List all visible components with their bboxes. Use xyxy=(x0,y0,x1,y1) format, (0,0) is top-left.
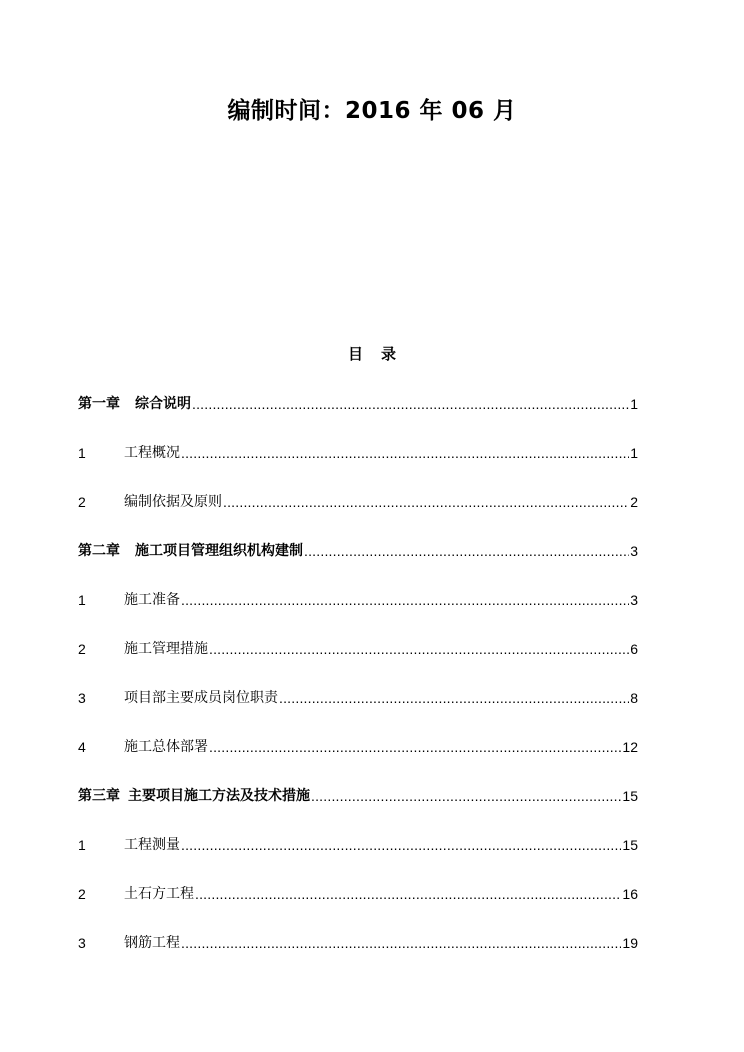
item-number: 1 xyxy=(78,592,86,608)
toc-item[interactable] xyxy=(78,733,638,782)
item-title: 施工总体部署 xyxy=(124,739,208,755)
chapter-title: 施工项目管理组织机构建制 xyxy=(135,543,303,559)
page-number: 1 xyxy=(630,396,638,412)
item-number: 1 xyxy=(78,445,86,461)
toc-item[interactable] xyxy=(78,684,638,733)
toc-item[interactable] xyxy=(78,439,638,488)
page-number: 19 xyxy=(622,935,638,951)
page-number: 16 xyxy=(622,886,638,902)
compilation-date-title: 编制时间：2016 年 06 月 xyxy=(227,98,517,124)
page-number: 12 xyxy=(622,739,638,755)
dot-leader xyxy=(181,586,629,614)
dot-leader xyxy=(223,488,629,516)
page-number: 8 xyxy=(630,690,638,706)
dot-leader xyxy=(311,782,621,810)
dot-leader xyxy=(209,635,629,663)
dot-leader xyxy=(181,929,621,957)
dot-leader xyxy=(181,831,621,859)
toc-chapter-1[interactable] xyxy=(78,390,638,439)
page-number: 3 xyxy=(630,543,638,559)
item-number: 2 xyxy=(78,886,86,902)
item-title: 施工管理措施 xyxy=(124,641,208,657)
item-number: 2 xyxy=(78,641,86,657)
toc-item[interactable] xyxy=(78,880,638,929)
item-number: 3 xyxy=(78,690,86,706)
dot-leader xyxy=(304,537,629,565)
dot-leader xyxy=(195,880,621,908)
toc-item[interactable] xyxy=(78,831,638,880)
toc-chapter-3[interactable] xyxy=(78,782,638,831)
item-title: 编制依据及原则 xyxy=(124,494,222,510)
page-number: 2 xyxy=(630,494,638,510)
toc-item[interactable] xyxy=(78,635,638,684)
page-number: 15 xyxy=(622,837,638,853)
chapter-title: 综合说明 xyxy=(135,396,191,412)
toc-item[interactable] xyxy=(78,929,638,978)
chapter-label: 第二章 xyxy=(78,543,120,559)
item-title: 施工准备 xyxy=(124,592,180,608)
item-number: 3 xyxy=(78,935,86,951)
chapter-label: 第一章 xyxy=(78,396,120,412)
toc-heading-char-1: 目 xyxy=(347,345,363,363)
item-title: 钢筋工程 xyxy=(124,935,180,951)
page-number: 1 xyxy=(630,445,638,461)
item-title: 工程概况 xyxy=(124,445,180,461)
item-number: 2 xyxy=(78,494,86,510)
toc-chapter-2[interactable] xyxy=(78,537,638,586)
item-title: 项目部主要成员岗位职责 xyxy=(124,690,278,706)
dot-leader xyxy=(181,439,629,467)
chapter-label: 第三章 xyxy=(78,788,120,804)
toc-heading xyxy=(0,343,744,364)
table-of-contents xyxy=(78,390,638,978)
item-number: 4 xyxy=(78,739,86,755)
chapter-title: 主要项目施工方法及技术措施 xyxy=(128,788,310,804)
item-number: 1 xyxy=(78,837,86,853)
page-number: 3 xyxy=(630,592,638,608)
item-title: 土石方工程 xyxy=(124,886,194,902)
dot-leader xyxy=(192,390,629,418)
dot-leader xyxy=(209,733,621,761)
toc-item[interactable] xyxy=(78,488,638,537)
toc-item[interactable] xyxy=(78,586,638,635)
page-number: 15 xyxy=(622,788,638,804)
item-title: 工程测量 xyxy=(124,837,180,853)
dot-leader xyxy=(279,684,629,712)
toc-heading-char-2: 录 xyxy=(381,345,397,363)
page-number: 6 xyxy=(630,641,638,657)
